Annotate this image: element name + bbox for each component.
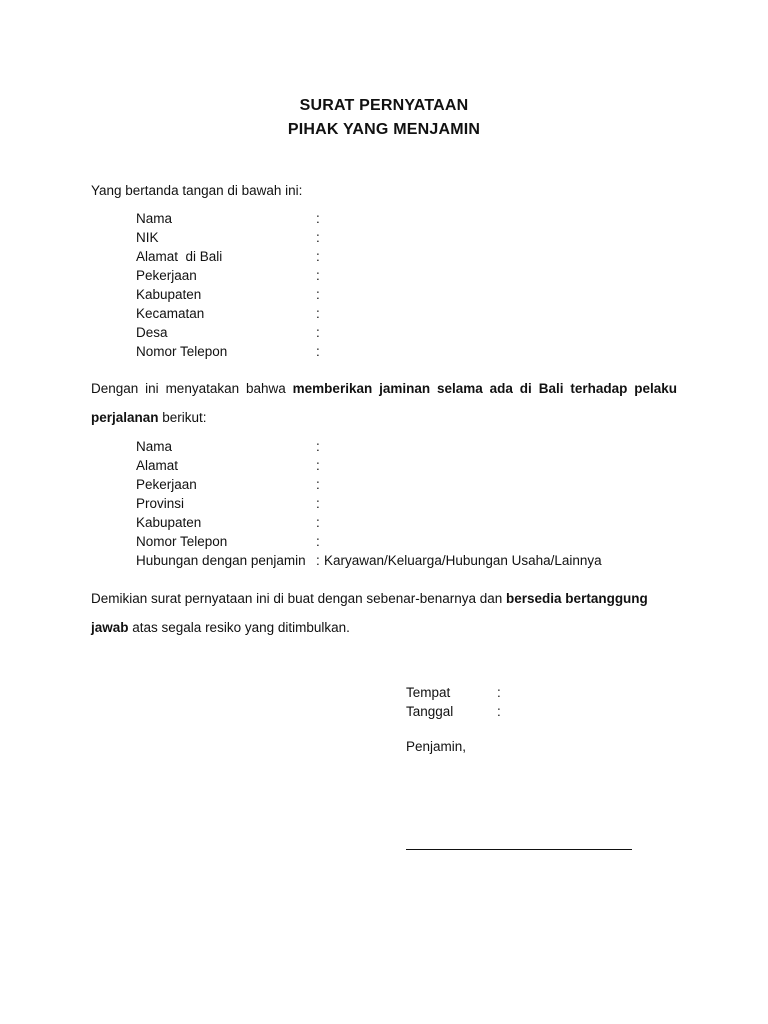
field-row (136, 228, 320, 247)
field-colon: : (316, 268, 320, 283)
field-row (136, 285, 320, 304)
closing-line-2 (91, 613, 677, 642)
field-colon: : (316, 534, 320, 549)
statement-bold-text: memberikan jaminan selama ada di Bali terhadap pelaku (292, 381, 677, 396)
field-label: Nama (136, 211, 173, 226)
field-row (136, 266, 320, 285)
closing-text: Demikian surat pernyataan ini di buat dengan sebenar-benarnya dan (91, 591, 507, 606)
field-colon: : (316, 553, 320, 568)
field-label: Pekerjaan (136, 268, 197, 283)
field-colon: : (316, 249, 320, 264)
field-label: Pekerjaan (136, 477, 197, 492)
date-row (406, 702, 646, 721)
closing-line-1 (91, 584, 677, 613)
closing-bold-text: bersedia bertanggung (506, 591, 648, 606)
statement-paragraph (91, 374, 677, 432)
traveler-fields (136, 437, 602, 570)
field-row (136, 475, 320, 494)
field-row (136, 494, 320, 513)
signature-details (406, 683, 646, 721)
field-row (136, 551, 602, 570)
field-label: Hubungan dengan penjamin (136, 553, 306, 568)
document-subtitle: PIHAK YANG MENJAMIN (287, 121, 481, 138)
closing-paragraph (91, 584, 677, 642)
statement-text: Dengan ini menyatakan bahwa (91, 381, 293, 396)
field-label: Kabupaten (136, 287, 202, 302)
closing-bold-text: jawab (91, 620, 129, 635)
field-row (136, 513, 320, 532)
field-colon: : (316, 287, 320, 302)
field-colon: : (316, 496, 320, 511)
field-row (136, 323, 320, 342)
guarantor-fields (136, 209, 320, 361)
field-row (136, 209, 320, 228)
field-label: Nomor Telepon (136, 344, 228, 359)
field-colon: : (316, 344, 320, 359)
field-colon: : (316, 515, 320, 530)
field-label: Alamat di Bali (136, 249, 223, 264)
field-label: Nama (136, 439, 173, 454)
field-colon: : (316, 458, 320, 473)
place-row (406, 683, 646, 702)
field-colon: : (316, 306, 320, 321)
field-colon: : (316, 211, 320, 226)
statement-line-1 (91, 374, 677, 403)
signature-line (406, 849, 632, 850)
field-value: Karyawan/Keluarga/Hubungan Usaha/Lainnya (324, 553, 602, 568)
field-colon: : (316, 230, 320, 245)
field-row (136, 304, 320, 323)
field-colon: : (316, 439, 320, 454)
date-label: Tanggal (406, 704, 454, 719)
field-row (136, 456, 320, 475)
field-label: Desa (136, 325, 168, 340)
signer-label: Penjamin, (406, 739, 467, 754)
field-row (136, 247, 320, 266)
field-label: Kabupaten (136, 515, 202, 530)
field-row (136, 437, 320, 456)
place-label: Tempat (406, 685, 451, 700)
field-label: Kecamatan (136, 306, 205, 321)
field-row (136, 532, 320, 551)
intro-text: Yang bertanda tangan di bawah ini: (91, 183, 303, 198)
field-label: NIK (136, 230, 159, 245)
document-title: SURAT PERNYATAAN (299, 97, 469, 114)
closing-text: atas segala resiko yang ditimbulkan. (128, 620, 350, 635)
field-label: Nomor Telepon (136, 534, 228, 549)
date-colon: : (497, 704, 501, 719)
field-row (136, 342, 320, 361)
field-colon: : (316, 325, 320, 340)
statement-bold-text: perjalanan (91, 410, 159, 425)
place-colon: : (497, 685, 501, 700)
field-label: Provinsi (136, 496, 185, 511)
field-colon: : (316, 477, 320, 492)
statement-line-2 (91, 403, 677, 432)
statement-text: berikut: (158, 410, 207, 425)
field-label: Alamat (136, 458, 179, 473)
